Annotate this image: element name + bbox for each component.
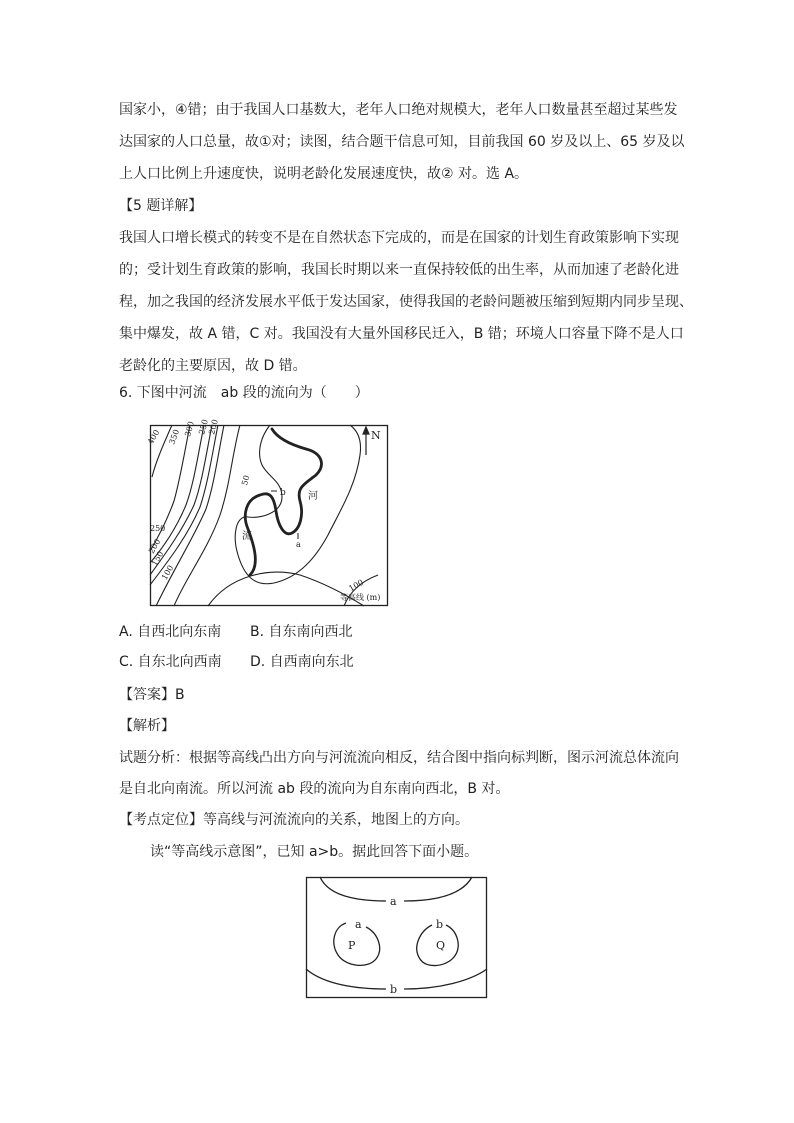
- text-line: 试题分析：根据等高线凸出方向与河流流向相反，结合图中指向标判断，图示河流总体流向: [119, 750, 679, 766]
- text-line: 上人口比例上升速度快，说明老龄化发展速度快，故② 对。选 A。: [119, 166, 529, 182]
- question-stem: 6. 下图中河流 ab 段的流向为（ ）: [119, 385, 369, 401]
- contour-sketch-map: [306, 877, 487, 998]
- contour-label: 350: [167, 428, 182, 446]
- contour-label: 100: [347, 577, 366, 594]
- answer: 【答案】B: [119, 687, 185, 703]
- contour-label: 250: [197, 418, 210, 436]
- text-line: 国家小，④错；由于我国人口基数大，老年人口绝对规模大，老年人口数量甚至超过某些发: [119, 102, 678, 118]
- kaodian: 【考点定位】等高线与河流流向的关系，地图上的方向。: [119, 812, 469, 828]
- text-line: 我国人口增长模式的转变不是在自然状态下完成的，而是在国家的计划生育政策影响下实现: [119, 230, 679, 246]
- text-line: 程，加之我国的经济发展水平低于发达国家，使得我国的老龄问题被压缩到短期内同步呈现、: [119, 294, 693, 310]
- contour-label: 400: [145, 428, 162, 446]
- point-p-label: P: [348, 939, 356, 952]
- river-char: 流: [242, 531, 252, 542]
- analysis-heading: 【解析】: [119, 718, 175, 734]
- contour-label: 250: [150, 524, 166, 533]
- contour-label: 300: [183, 420, 196, 438]
- option-c: C. 自东北向西南: [119, 654, 222, 670]
- option-d: D. 自西南向东北: [250, 654, 354, 670]
- contour-river-map: [145, 418, 388, 606]
- contour-b-bottom: b: [390, 983, 398, 996]
- contour-b-inner: b: [436, 918, 444, 931]
- contour-a-top: a: [390, 895, 397, 908]
- contour-label: 100: [159, 563, 176, 582]
- next-intro: 读“等高线示意图”，已知 a>b。据此回答下面小题。: [150, 844, 479, 860]
- river-char: 河: [308, 491, 318, 502]
- contour-a-inner: a: [355, 918, 362, 931]
- point-q-label: Q: [436, 939, 446, 952]
- option-a: A. 自西北向东南: [119, 624, 222, 640]
- point-a-label: a: [296, 540, 301, 549]
- contour-label: 200: [146, 537, 163, 556]
- option-b: B. 自东南向西北: [250, 624, 353, 640]
- section-heading: 【5 题详解】: [119, 198, 203, 214]
- text-line: 的；受计划生育政策的影响，我国长时期以来一直保持较低的出生率，从而加速了老龄化进: [119, 262, 679, 278]
- text-line: 是自北向南流。所以河流 ab 段的流向为自东南向西北，B 对。: [119, 781, 510, 797]
- text-line: 老龄化的主要原因，故 D 错。: [119, 358, 307, 374]
- legend-label: 等高线 (m): [340, 593, 381, 602]
- contour-label: 150: [149, 549, 166, 568]
- contour-label: 50: [240, 474, 252, 487]
- point-b-label: b: [280, 488, 286, 498]
- text-line: 达国家的人口总量，故①对；读图，结合题干信息可知，目前我国 60 岁及以上、65 岁及以: [119, 134, 685, 150]
- contour-label: 200: [207, 418, 220, 436]
- text-line: 集中爆发，故 A 错，C 对。我国没有大量外国移民迁入，B 错；环境人口容量下降不是人口: [119, 326, 684, 342]
- north-label: N: [371, 429, 381, 442]
